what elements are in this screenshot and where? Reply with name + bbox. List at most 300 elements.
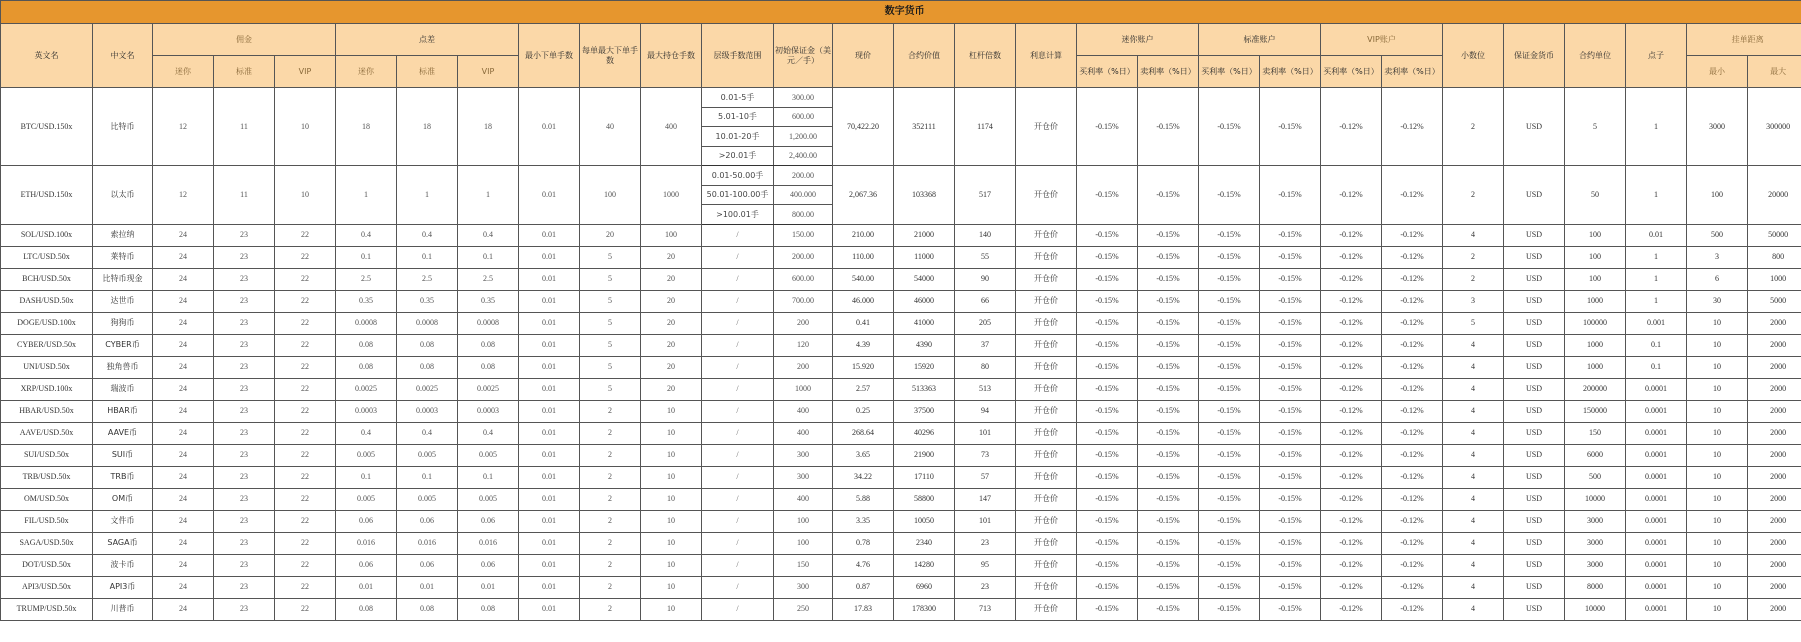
mini-sell-rate-cell: -0.15% <box>1138 88 1199 166</box>
distance-max-cell: 2000 <box>1748 598 1801 620</box>
min-lot-cell: 0.01 <box>519 312 580 334</box>
contract-value-cell: 41000 <box>894 312 955 334</box>
contract-unit-cell: 100 <box>1565 224 1626 246</box>
spread-standard-cell: 0.06 <box>397 554 458 576</box>
standard-buy-rate-cell: -0.15% <box>1199 488 1260 510</box>
commission-standard-cell: 23 <box>214 312 275 334</box>
min-lot-cell: 0.01 <box>519 598 580 620</box>
interest-cell: 开仓价 <box>1016 532 1077 554</box>
header-standard-account: 标准账户 <box>1199 24 1321 56</box>
spread-vip-cell: 0.35 <box>458 290 519 312</box>
mini-buy-rate-cell: -0.15% <box>1077 334 1138 356</box>
chinese-name-cell: 文件币 <box>93 510 153 532</box>
vip-buy-rate-cell: -0.12% <box>1321 444 1382 466</box>
initial-margin-cell: 300 <box>774 576 833 598</box>
point-cell: 0.0001 <box>1626 488 1687 510</box>
max-position-cell: 10 <box>641 422 702 444</box>
point-cell: 1 <box>1626 166 1687 225</box>
commission-vip-cell: 22 <box>275 224 336 246</box>
vip-sell-rate-cell: -0.12% <box>1382 312 1443 334</box>
distance-max-cell: 2000 <box>1748 422 1801 444</box>
header-mini-sell-rate: 卖利率（%日） <box>1138 56 1199 88</box>
distance-max-cell: 20000 <box>1748 166 1801 225</box>
margin-currency-cell: USD <box>1504 356 1565 378</box>
tier-range-cell: / <box>702 466 774 488</box>
price-cell: 4.76 <box>833 554 894 576</box>
header-spread: 点差 <box>336 24 519 56</box>
price-cell: 0.25 <box>833 400 894 422</box>
vip-sell-rate-cell: -0.12% <box>1382 166 1443 225</box>
commission-standard-cell: 11 <box>214 88 275 166</box>
initial-margin-cell: 150 <box>774 554 833 576</box>
price-cell: 540.00 <box>833 268 894 290</box>
mini-sell-rate-cell: -0.15% <box>1138 290 1199 312</box>
initial-margin-cell: 800.00 <box>774 205 833 225</box>
margin-currency-cell: USD <box>1504 378 1565 400</box>
chinese-name-cell: 波卡币 <box>93 554 153 576</box>
mini-sell-rate-cell: -0.15% <box>1138 488 1199 510</box>
margin-currency-cell: USD <box>1504 246 1565 268</box>
min-lot-cell: 0.01 <box>519 488 580 510</box>
standard-sell-rate-cell: -0.15% <box>1260 224 1321 246</box>
point-cell: 0.0001 <box>1626 576 1687 598</box>
table-title: 数字货币 <box>1 1 1801 24</box>
tier-range-cell: / <box>702 312 774 334</box>
point-cell: 1 <box>1626 268 1687 290</box>
margin-currency-cell: USD <box>1504 576 1565 598</box>
spread-standard-cell: 0.4 <box>397 224 458 246</box>
point-cell: 0.0001 <box>1626 466 1687 488</box>
tier-range-cell: 5.01-10手 <box>702 107 774 127</box>
standard-buy-rate-cell: -0.15% <box>1199 554 1260 576</box>
interest-cell: 开仓价 <box>1016 400 1077 422</box>
table-row <box>1 378 1801 400</box>
english-name-cell: BTC/USD.150x <box>1 88 93 166</box>
vip-sell-rate-cell: -0.12% <box>1382 422 1443 444</box>
tier-range-cell: / <box>702 356 774 378</box>
min-lot-cell: 0.01 <box>519 224 580 246</box>
distance-max-cell: 2000 <box>1748 510 1801 532</box>
vip-buy-rate-cell: -0.12% <box>1321 356 1382 378</box>
standard-sell-rate-cell: -0.15% <box>1260 422 1321 444</box>
tier-range-cell: 10.01-20手 <box>702 127 774 147</box>
max-lot-cell: 5 <box>580 312 641 334</box>
initial-margin-cell: 100 <box>774 510 833 532</box>
header-leverage: 杠杆倍数 <box>955 24 1016 88</box>
header-price: 现价 <box>833 24 894 88</box>
price-cell: 0.87 <box>833 576 894 598</box>
distance-min-cell: 6 <box>1687 268 1748 290</box>
price-cell: 2,067.36 <box>833 166 894 225</box>
commission-standard-cell: 23 <box>214 532 275 554</box>
standard-sell-rate-cell: -0.15% <box>1260 554 1321 576</box>
spread-vip-cell: 0.005 <box>458 444 519 466</box>
commission-vip-cell: 22 <box>275 400 336 422</box>
spread-standard-cell: 0.4 <box>397 422 458 444</box>
spread-vip-cell: 0.4 <box>458 224 519 246</box>
commission-vip-cell: 22 <box>275 378 336 400</box>
mini-buy-rate-cell: -0.15% <box>1077 88 1138 166</box>
tier-range-cell: / <box>702 268 774 290</box>
spread-mini-cell: 0.08 <box>336 334 397 356</box>
tier-range-cell: / <box>702 488 774 510</box>
tier-range-cell: / <box>702 444 774 466</box>
interest-cell: 开仓价 <box>1016 444 1077 466</box>
vip-sell-rate-cell: -0.12% <box>1382 444 1443 466</box>
mini-sell-rate-cell: -0.15% <box>1138 444 1199 466</box>
max-lot-cell: 2 <box>580 598 641 620</box>
mini-buy-rate-cell: -0.15% <box>1077 444 1138 466</box>
spread-mini-cell: 2.5 <box>336 268 397 290</box>
mini-sell-rate-cell: -0.15% <box>1138 334 1199 356</box>
min-lot-cell: 0.01 <box>519 334 580 356</box>
distance-min-cell: 10 <box>1687 378 1748 400</box>
mini-buy-rate-cell: -0.15% <box>1077 224 1138 246</box>
max-lot-cell: 5 <box>580 378 641 400</box>
mini-buy-rate-cell: -0.15% <box>1077 246 1138 268</box>
commission-vip-cell: 22 <box>275 598 336 620</box>
mini-sell-rate-cell: -0.15% <box>1138 510 1199 532</box>
commission-vip-cell: 22 <box>275 466 336 488</box>
chinese-name-cell: TRB币 <box>93 466 153 488</box>
min-lot-cell: 0.01 <box>519 290 580 312</box>
spread-vip-cell: 0.08 <box>458 334 519 356</box>
commission-vip-cell: 22 <box>275 510 336 532</box>
english-name-cell: DOGE/USD.100x <box>1 312 93 334</box>
standard-sell-rate-cell: -0.15% <box>1260 532 1321 554</box>
distance-min-cell: 10 <box>1687 576 1748 598</box>
standard-buy-rate-cell: -0.15% <box>1199 466 1260 488</box>
table-row <box>1 88 1801 108</box>
table-row <box>1 422 1801 444</box>
chinese-name-cell: 比特币 <box>93 88 153 166</box>
price-cell: 3.65 <box>833 444 894 466</box>
decimals-cell: 2 <box>1443 246 1504 268</box>
header-contract-value: 合约价值 <box>894 24 955 88</box>
interest-cell: 开仓价 <box>1016 576 1077 598</box>
table-row <box>1 268 1801 290</box>
max-position-cell: 10 <box>641 576 702 598</box>
english-name-cell: DOT/USD.50x <box>1 554 93 576</box>
spread-standard-cell: 2.5 <box>397 268 458 290</box>
commission-standard-cell: 23 <box>214 246 275 268</box>
mini-sell-rate-cell: -0.15% <box>1138 268 1199 290</box>
max-lot-cell: 5 <box>580 356 641 378</box>
interest-cell: 开仓价 <box>1016 166 1077 225</box>
commission-mini-cell: 24 <box>153 554 214 576</box>
vip-buy-rate-cell: -0.12% <box>1321 488 1382 510</box>
header-initial-margin: 初始保证金（美元／手） <box>774 24 833 88</box>
max-position-cell: 20 <box>641 334 702 356</box>
vip-buy-rate-cell: -0.12% <box>1321 268 1382 290</box>
chinese-name-cell: 莱特币 <box>93 246 153 268</box>
standard-sell-rate-cell: -0.15% <box>1260 246 1321 268</box>
table-row <box>1 224 1801 246</box>
tier-range-cell: / <box>702 400 774 422</box>
initial-margin-cell: 600.00 <box>774 107 833 127</box>
contract-unit-cell: 6000 <box>1565 444 1626 466</box>
chinese-name-cell: SUI币 <box>93 444 153 466</box>
commission-mini-cell: 24 <box>153 576 214 598</box>
mini-sell-rate-cell: -0.15% <box>1138 466 1199 488</box>
commission-vip-cell: 22 <box>275 268 336 290</box>
english-name-cell: BCH/USD.50x <box>1 268 93 290</box>
min-lot-cell: 0.01 <box>519 532 580 554</box>
decimals-cell: 4 <box>1443 356 1504 378</box>
header-mini-buy-rate: 买利率（%日） <box>1077 56 1138 88</box>
decimals-cell: 5 <box>1443 312 1504 334</box>
chinese-name-cell: HBAR币 <box>93 400 153 422</box>
standard-sell-rate-cell: -0.15% <box>1260 466 1321 488</box>
commission-mini-cell: 24 <box>153 466 214 488</box>
max-position-cell: 20 <box>641 312 702 334</box>
price-cell: 70,422.20 <box>833 88 894 166</box>
commission-mini-cell: 24 <box>153 422 214 444</box>
distance-min-cell: 3000 <box>1687 88 1748 166</box>
vip-sell-rate-cell: -0.12% <box>1382 290 1443 312</box>
standard-buy-rate-cell: -0.15% <box>1199 356 1260 378</box>
commission-standard-cell: 23 <box>214 224 275 246</box>
interest-cell: 开仓价 <box>1016 290 1077 312</box>
price-cell: 2.57 <box>833 378 894 400</box>
table-row <box>1 166 1801 186</box>
commission-mini-cell: 24 <box>153 488 214 510</box>
spread-vip-cell: 18 <box>458 88 519 166</box>
spread-vip-cell: 0.08 <box>458 356 519 378</box>
commission-standard-cell: 23 <box>214 466 275 488</box>
table-row <box>1 444 1801 466</box>
spread-mini-cell: 0.06 <box>336 510 397 532</box>
initial-margin-cell: 1000 <box>774 378 833 400</box>
english-name-cell: OM/USD.50x <box>1 488 93 510</box>
decimals-cell: 4 <box>1443 554 1504 576</box>
contract-unit-cell: 10000 <box>1565 488 1626 510</box>
commission-vip-cell: 22 <box>275 334 336 356</box>
vip-buy-rate-cell: -0.12% <box>1321 532 1382 554</box>
commission-mini-cell: 24 <box>153 268 214 290</box>
point-cell: 0.0001 <box>1626 532 1687 554</box>
table-row <box>1 532 1801 554</box>
standard-buy-rate-cell: -0.15% <box>1199 532 1260 554</box>
contract-unit-cell: 8000 <box>1565 576 1626 598</box>
leverage-cell: 94 <box>955 400 1016 422</box>
distance-max-cell: 2000 <box>1748 312 1801 334</box>
vip-buy-rate-cell: -0.12% <box>1321 334 1382 356</box>
decimals-cell: 4 <box>1443 488 1504 510</box>
table-row <box>1 488 1801 510</box>
commission-vip-cell: 22 <box>275 246 336 268</box>
standard-sell-rate-cell: -0.15% <box>1260 400 1321 422</box>
contract-unit-cell: 1000 <box>1565 290 1626 312</box>
spread-mini-cell: 1 <box>336 166 397 225</box>
header-en-name: 英文名 <box>1 24 93 88</box>
commission-vip-cell: 22 <box>275 356 336 378</box>
english-name-cell: TRUMP/USD.50x <box>1 598 93 620</box>
spread-mini-cell: 0.08 <box>336 598 397 620</box>
spread-mini-cell: 0.35 <box>336 290 397 312</box>
decimals-cell: 4 <box>1443 576 1504 598</box>
english-name-cell: SOL/USD.100x <box>1 224 93 246</box>
standard-sell-rate-cell: -0.15% <box>1260 312 1321 334</box>
max-position-cell: 10 <box>641 532 702 554</box>
leverage-cell: 101 <box>955 510 1016 532</box>
chinese-name-cell: CYBER币 <box>93 334 153 356</box>
contract-value-cell: 17110 <box>894 466 955 488</box>
initial-margin-cell: 1,200.00 <box>774 127 833 147</box>
header-interest: 利息计算 <box>1016 24 1077 88</box>
spread-standard-cell: 0.35 <box>397 290 458 312</box>
contract-value-cell: 54000 <box>894 268 955 290</box>
commission-mini-cell: 24 <box>153 532 214 554</box>
commission-vip-cell: 22 <box>275 290 336 312</box>
spread-mini-cell: 0.1 <box>336 466 397 488</box>
standard-sell-rate-cell: -0.15% <box>1260 444 1321 466</box>
point-cell: 0.001 <box>1626 312 1687 334</box>
header-standard-buy-rate: 买利率（%日） <box>1199 56 1260 88</box>
min-lot-cell: 0.01 <box>519 400 580 422</box>
tier-range-cell: / <box>702 246 774 268</box>
spread-mini-cell: 0.4 <box>336 422 397 444</box>
spread-standard-cell: 18 <box>397 88 458 166</box>
standard-buy-rate-cell: -0.15% <box>1199 290 1260 312</box>
vip-buy-rate-cell: -0.12% <box>1321 554 1382 576</box>
header-contract-unit: 合约单位 <box>1565 24 1626 88</box>
spread-vip-cell: 0.0003 <box>458 400 519 422</box>
max-lot-cell: 5 <box>580 290 641 312</box>
max-lot-cell: 2 <box>580 554 641 576</box>
header-point: 点子 <box>1626 24 1687 88</box>
standard-sell-rate-cell: -0.15% <box>1260 290 1321 312</box>
standard-buy-rate-cell: -0.15% <box>1199 334 1260 356</box>
contract-unit-cell: 50 <box>1565 166 1626 225</box>
vip-sell-rate-cell: -0.12% <box>1382 246 1443 268</box>
margin-currency-cell: USD <box>1504 400 1565 422</box>
table-row <box>1 400 1801 422</box>
mini-sell-rate-cell: -0.15% <box>1138 598 1199 620</box>
price-cell: 5.88 <box>833 488 894 510</box>
spread-mini-cell: 18 <box>336 88 397 166</box>
english-name-cell: UNI/USD.50x <box>1 356 93 378</box>
contract-value-cell: 513363 <box>894 378 955 400</box>
margin-currency-cell: USD <box>1504 422 1565 444</box>
spread-standard-cell: 0.1 <box>397 246 458 268</box>
commission-vip-cell: 22 <box>275 554 336 576</box>
header-max-lot: 每单最大下单手数 <box>580 24 641 88</box>
contract-unit-cell: 150 <box>1565 422 1626 444</box>
contract-unit-cell: 10000 <box>1565 598 1626 620</box>
chinese-name-cell: 以太币 <box>93 166 153 225</box>
max-position-cell: 20 <box>641 268 702 290</box>
spread-standard-cell: 0.016 <box>397 532 458 554</box>
commission-standard-cell: 23 <box>214 576 275 598</box>
commission-mini-cell: 12 <box>153 166 214 225</box>
commission-vip-cell: 22 <box>275 488 336 510</box>
initial-margin-cell: 150.00 <box>774 224 833 246</box>
initial-margin-cell: 200 <box>774 356 833 378</box>
mini-buy-rate-cell: -0.15% <box>1077 598 1138 620</box>
chinese-name-cell: 独角兽币 <box>93 356 153 378</box>
initial-margin-cell: 120 <box>774 334 833 356</box>
vip-buy-rate-cell: -0.12% <box>1321 576 1382 598</box>
decimals-cell: 4 <box>1443 224 1504 246</box>
price-cell: 17.83 <box>833 598 894 620</box>
contract-value-cell: 178300 <box>894 598 955 620</box>
commission-standard-cell: 23 <box>214 488 275 510</box>
price-cell: 268.64 <box>833 422 894 444</box>
mini-buy-rate-cell: -0.15% <box>1077 400 1138 422</box>
max-position-cell: 10 <box>641 554 702 576</box>
distance-max-cell: 2000 <box>1748 400 1801 422</box>
leverage-cell: 95 <box>955 554 1016 576</box>
vip-sell-rate-cell: -0.12% <box>1382 400 1443 422</box>
max-lot-cell: 2 <box>580 444 641 466</box>
spread-standard-cell: 0.0025 <box>397 378 458 400</box>
vip-sell-rate-cell: -0.12% <box>1382 378 1443 400</box>
price-cell: 15.920 <box>833 356 894 378</box>
vip-buy-rate-cell: -0.12% <box>1321 466 1382 488</box>
distance-max-cell: 2000 <box>1748 378 1801 400</box>
commission-standard-cell: 23 <box>214 510 275 532</box>
standard-sell-rate-cell: -0.15% <box>1260 488 1321 510</box>
max-lot-cell: 2 <box>580 510 641 532</box>
max-position-cell: 20 <box>641 290 702 312</box>
distance-max-cell: 2000 <box>1748 356 1801 378</box>
mini-buy-rate-cell: -0.15% <box>1077 510 1138 532</box>
chinese-name-cell: 瑞波币 <box>93 378 153 400</box>
distance-max-cell: 2000 <box>1748 532 1801 554</box>
standard-buy-rate-cell: -0.15% <box>1199 166 1260 225</box>
header-cn-name: 中文名 <box>93 24 153 88</box>
mini-buy-rate-cell: -0.15% <box>1077 532 1138 554</box>
standard-sell-rate-cell: -0.15% <box>1260 166 1321 225</box>
header-spread-vip: VIP <box>458 56 519 88</box>
max-position-cell: 20 <box>641 246 702 268</box>
mini-buy-rate-cell: -0.15% <box>1077 378 1138 400</box>
max-position-cell: 20 <box>641 378 702 400</box>
header-commission-standard: 标准 <box>214 56 275 88</box>
vip-buy-rate-cell: -0.12% <box>1321 400 1382 422</box>
distance-max-cell: 1000 <box>1748 268 1801 290</box>
contract-unit-cell: 200000 <box>1565 378 1626 400</box>
distance-min-cell: 10 <box>1687 356 1748 378</box>
spread-standard-cell: 0.08 <box>397 334 458 356</box>
commission-standard-cell: 23 <box>214 334 275 356</box>
header-max-position: 最大持仓手数 <box>641 24 702 88</box>
vip-sell-rate-cell: -0.12% <box>1382 88 1443 166</box>
price-cell: 34.22 <box>833 466 894 488</box>
leverage-cell: 37 <box>955 334 1016 356</box>
price-cell: 0.41 <box>833 312 894 334</box>
english-name-cell: API3/USD.50x <box>1 576 93 598</box>
margin-currency-cell: USD <box>1504 166 1565 225</box>
spread-vip-cell: 0.0025 <box>458 378 519 400</box>
vip-sell-rate-cell: -0.12% <box>1382 598 1443 620</box>
standard-buy-rate-cell: -0.15% <box>1199 400 1260 422</box>
mini-sell-rate-cell: -0.15% <box>1138 312 1199 334</box>
english-name-cell: HBAR/USD.50x <box>1 400 93 422</box>
tier-range-cell: / <box>702 334 774 356</box>
interest-cell: 开仓价 <box>1016 510 1077 532</box>
leverage-cell: 205 <box>955 312 1016 334</box>
commission-vip-cell: 22 <box>275 422 336 444</box>
standard-buy-rate-cell: -0.15% <box>1199 598 1260 620</box>
max-lot-cell: 2 <box>580 466 641 488</box>
commission-mini-cell: 24 <box>153 290 214 312</box>
max-position-cell: 1000 <box>641 166 702 225</box>
spread-mini-cell: 0.005 <box>336 444 397 466</box>
vip-sell-rate-cell: -0.12% <box>1382 268 1443 290</box>
spread-mini-cell: 0.0003 <box>336 400 397 422</box>
